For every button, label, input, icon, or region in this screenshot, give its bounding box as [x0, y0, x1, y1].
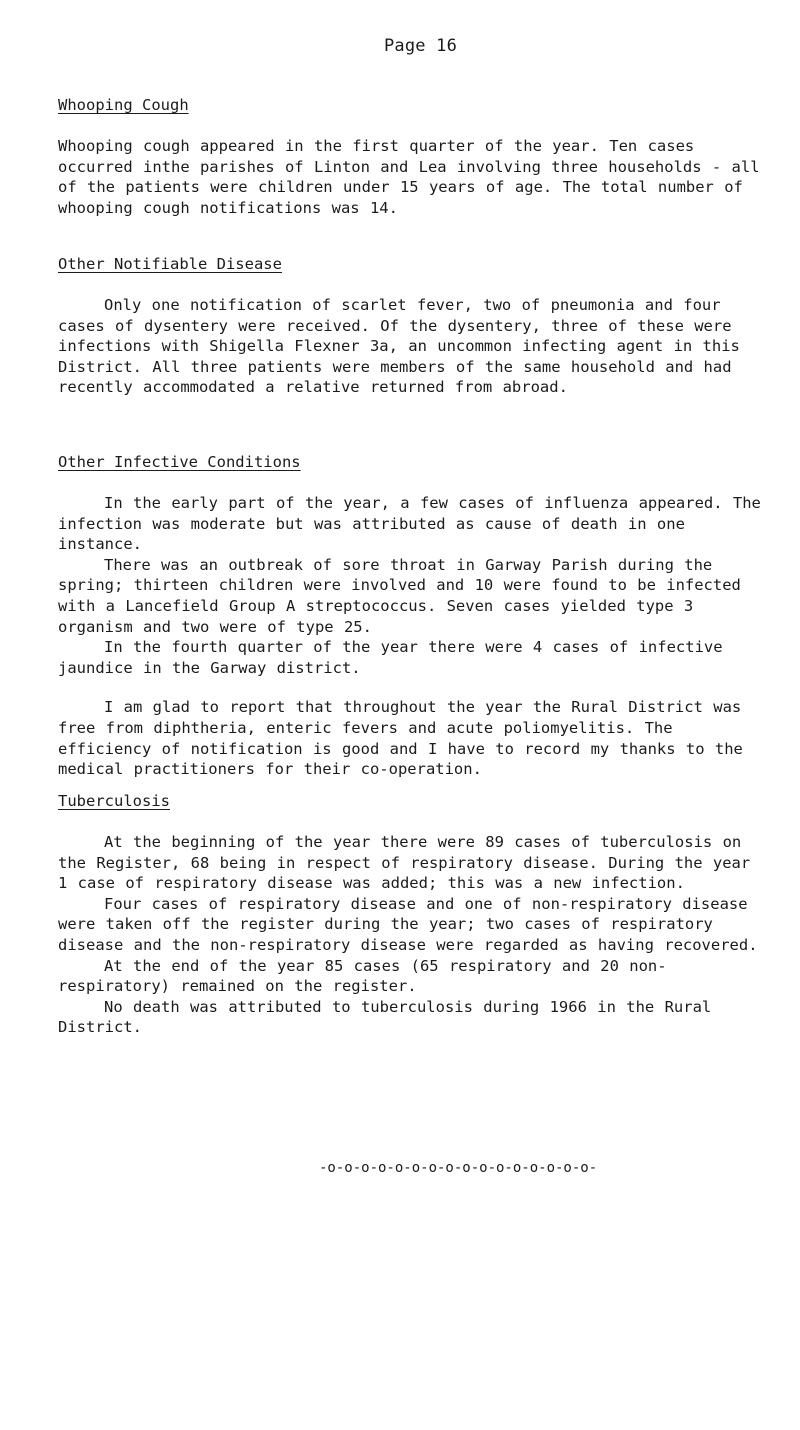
section-heading: Other Infective Conditions: [58, 453, 301, 471]
paragraph: At the end of the year 85 cases (65 respiratory and 20 non-respiratory) remained on the register.: [58, 956, 667, 996]
section-heading: Other Notifiable Disease: [58, 255, 282, 273]
section-heading: Whooping Cough: [58, 96, 189, 114]
paragraph: Only one notification of scarlet fever, two of pneumonia and four cases of dysentery were received. Of the dysentery, three of these were infections with Shigella Flexner 3a, an uncommon infecting agent in this District. All three patients were members of the same household and had recently accommodated a relative returned from abroad.: [58, 296, 740, 397]
section-tuberculosis: [58, 792, 768, 1038]
paragraph: At the beginning of the year there were 89 cases of tuberculosis on the Register, 68 being in respect of respiratory disease. During the year 1 case of respiratory disease was added; this was a new infection.: [58, 833, 751, 893]
end-divider: -o-o-o-o-o-o-o-o-o-o-o-o-o-o-o-o-: [319, 1160, 598, 1176]
paragraph: There was an outbreak of sore throat in Garway Parish during the spring; thirteen children were involved and 10 were found to be infected with a Lancefield Group A streptococcus. Seven cases yielded type 3 organism and two were of type 25.: [58, 555, 741, 636]
section-other-notifiable-disease: [58, 255, 768, 398]
paragraph: No death was attributed to tuberculosis during 1966 in the Rural District.: [58, 997, 712, 1037]
section-heading: Tuberculosis: [58, 792, 170, 810]
paragraph: I am glad to report that throughout the year the Rural District was free from diphtheria, enteric fevers and acute poliomyelitis. The efficiency of notification is good and I have to record my thanks to the medical practitioners for their co-operation.: [58, 698, 743, 779]
paragraph: Whooping cough appeared in the first quarter of the year. Ten cases occurred inthe parishes of Linton and Lea involving three households - all of the patients were children under 15 years of age. The total number of whooping cough notifications was 14.: [58, 137, 760, 217]
paragraph: Four cases of respiratory disease and one of non-respiratory disease were taken off the register during the year; two cases of respiratory disease and the non-respiratory disease were regarded as having recovered.: [58, 894, 758, 954]
section-whooping-cough: [58, 96, 768, 218]
section-other-infective-conditions: [58, 453, 768, 780]
page-number: Page 16: [384, 36, 458, 56]
paragraph: In the early part of the year, a few cases of influenza appeared. The infection was moderate but was attributed as cause of death in one instance.: [58, 494, 761, 554]
paragraph: In the fourth quarter of the year there were 4 cases of infective jaundice in the Garway district.: [58, 638, 723, 677]
